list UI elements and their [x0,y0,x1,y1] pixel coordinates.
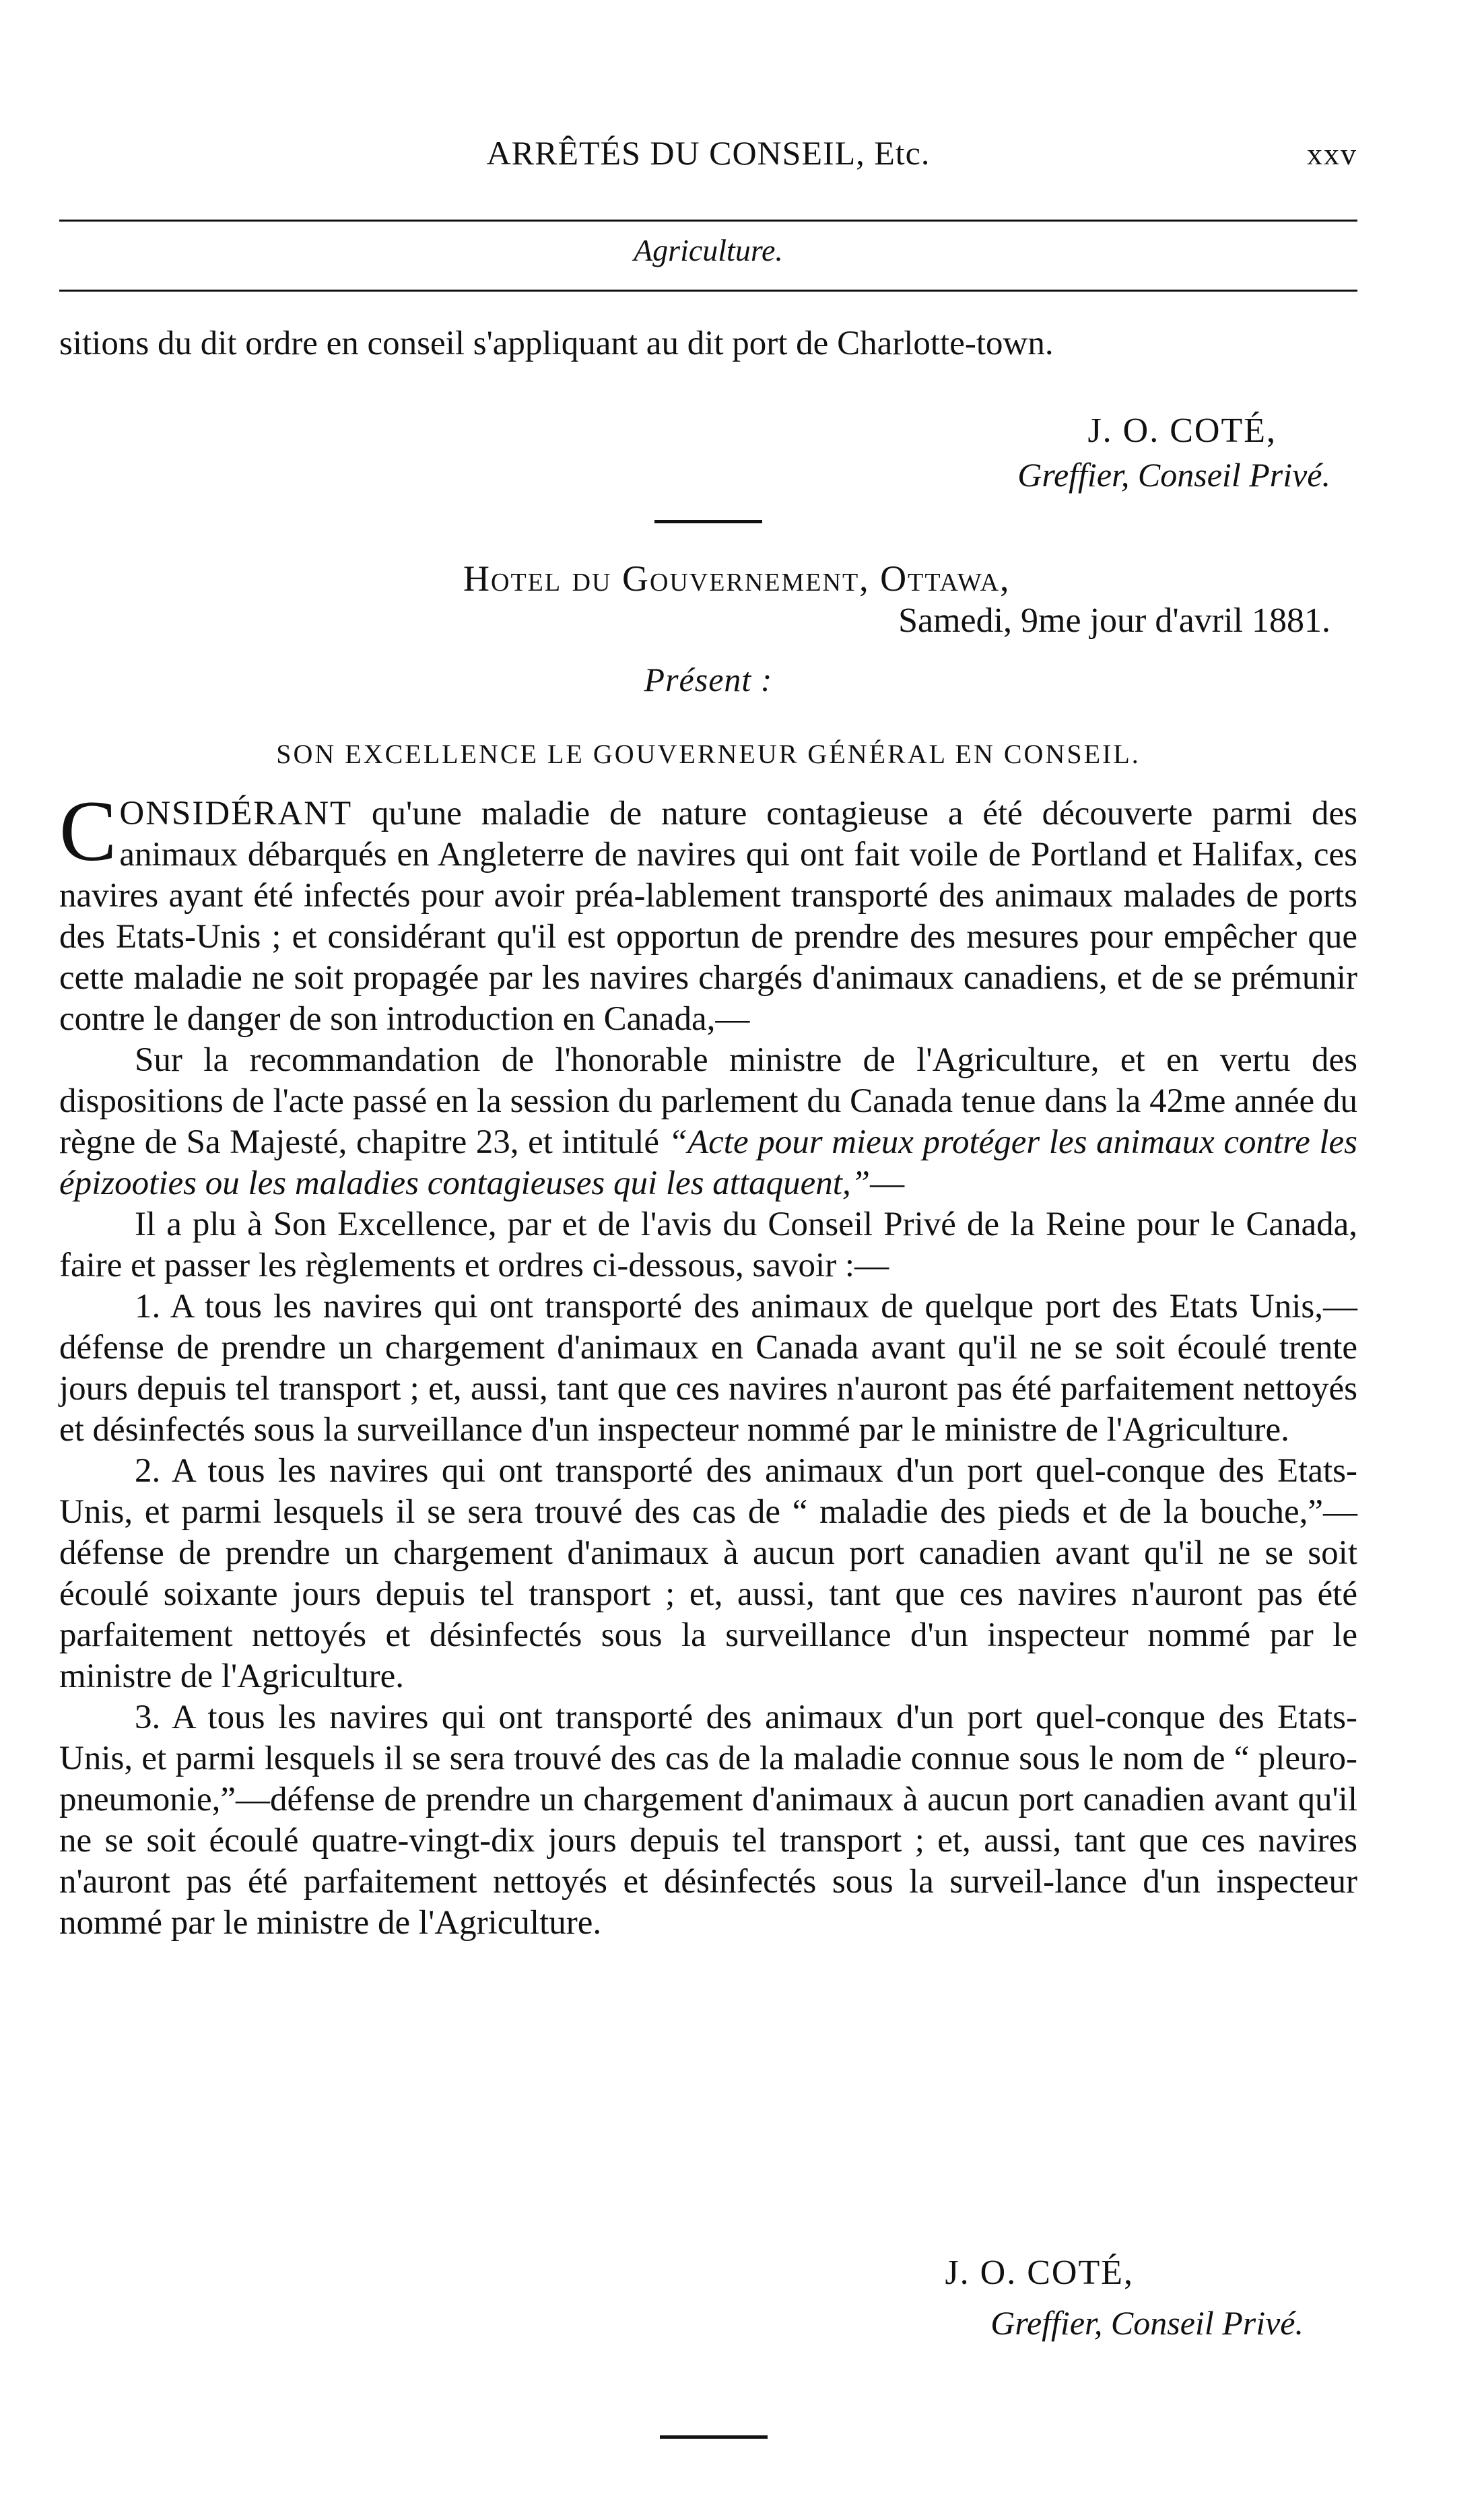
considerant-text: qu'une maladie de nature contagieuse a été découverte parmi des animaux débarqués en Angleterre de navires qui ont fait voile de Portland et Halifax, ces navires ayant été infectés pour avoir préa-lablement transporté des animaux malades de ports des Etats-Unis ; et considérant qu'il est opportun de prendre des mesures pour empêcher que cette maladie ne soit propagée par les navires chargés d'animaux canadiens, et de se prémunir contre le danger de son introduction en Canada,— [59,795,1357,1038]
running-head [59,133,1357,174]
first-word: ONSIDÉRANT [119,795,353,832]
order-item-1: 1. A tous les navires qui ont transporté des animaux de quelque port des Etats Unis,—défense de prendre un chargement d'animaux en Canada avant qu'il ne se soit écoulé trente jours depuis tel transport ; et, aussi, tant que ces navires n'auront pas été parfaitement nettoyés et désinfectés sous la surveillance d'un inspecteur nommé par le ministre de l'Agriculture. [59,1288,1357,1449]
recommendation-text: Sur la recommandation de l'honorable ministre de l'Agriculture, et en vertu des dispositions de l'acte passé en la session du parlement du Canada tenue dans la 42me année du règne de Sa Majesté, chapitre 23, et intitulé [59,1041,1357,1161]
signature-block-2 [59,2253,1357,2293]
signature-title-block-1 [59,455,1357,494]
header-rule-bottom [59,290,1357,292]
presence-line: SON EXCELLENCE LE GOUVERNEUR GÉNÉRAL EN CONSEIL. [276,739,1141,769]
section-title: Agriculture. [634,233,783,267]
separator-rule-1 [654,520,762,523]
date-text: Samedi, 9me jour d'avril 1881. [898,601,1330,640]
signature-title-2: Greffier, Conseil Privé. [990,2304,1304,2342]
document-page [59,0,1357,2498]
running-title: ARRÊTÉS DU CONSEIL, Etc. [486,134,931,172]
considerant-paragraph [59,783,1357,1040]
recommendation-paragraph [59,1040,1357,1204]
order-body [59,783,1357,1944]
page-number: xxv [1307,137,1357,171]
separator-rule-2 [660,2435,768,2439]
signature-title: Greffier, Conseil Privé. [1017,456,1330,494]
header-rule-top [59,220,1357,222]
drop-cap: C [59,783,117,879]
act-title: “Acte pour mieux protéger les animaux contre les épizooties ou les maladies contagieuses qui les attaquent,” [59,1123,1357,1202]
order-item-3: 3. A tous les navires qui ont transporté des animaux d'un port quel-conque des Etats-Unis, et parmi lesquels il se sera trouvé des cas de la maladie connue sous le nom de “ pleuro-pneumonie,”—défense de prendre un chargement d'animaux à aucun port canadien avant qu'il ne se soit écoulé quatre-vingt-dix jours depuis tel transport ; et, aussi, tant que ces navires n'auront pas été parfaitement nettoyés et désinfectés sous la surveil-lance d'un inspecteur nommé par le ministre de l'Agriculture. [59,1699,1357,1942]
recommendation-end: — [870,1164,905,1202]
signature-name: J. O. COTÉ, [1087,412,1277,450]
signature-name-2: J. O. COTÉ, [945,2254,1134,2292]
present-label: Présent : [644,661,773,698]
order-date [59,601,1357,640]
decree-paragraph: Il a plu à Son Excellence, par et de l'avis du Conseil Privé de la Reine pour le Canada, faire et passer les règlements et ordres ci-dessous, savoir :— [59,1206,1357,1284]
order-location [463,558,1357,599]
location-text: Hotel du Gouvernement, Ottawa, [463,558,1011,599]
signature-title-block-2 [59,2303,1357,2342]
order-item-2: 2. A tous les navires qui ont transporté des animaux d'un port quel-conque des Etats-Unis, et parmi lesquels il se sera trouvé des cas de “ maladie des pieds et de la bouche,”—défense de prendre un chargement d'animaux à aucun port canadien avant qu'il ne se soit écoulé soixante jours depuis tel transport ; et, aussi, tant que ces navires n'auront pas été parfaitement nettoyés et désinfectés sous la surveillance d'un inspecteur nommé par le ministre de l'Agriculture. [59,1452,1357,1695]
signature-block-1 [59,411,1357,451]
continuation-text: sitions du dit ordre en conseil s'appliquant au dit port de Charlotte-town. [59,325,1054,362]
continuation-paragraph [59,323,1357,364]
